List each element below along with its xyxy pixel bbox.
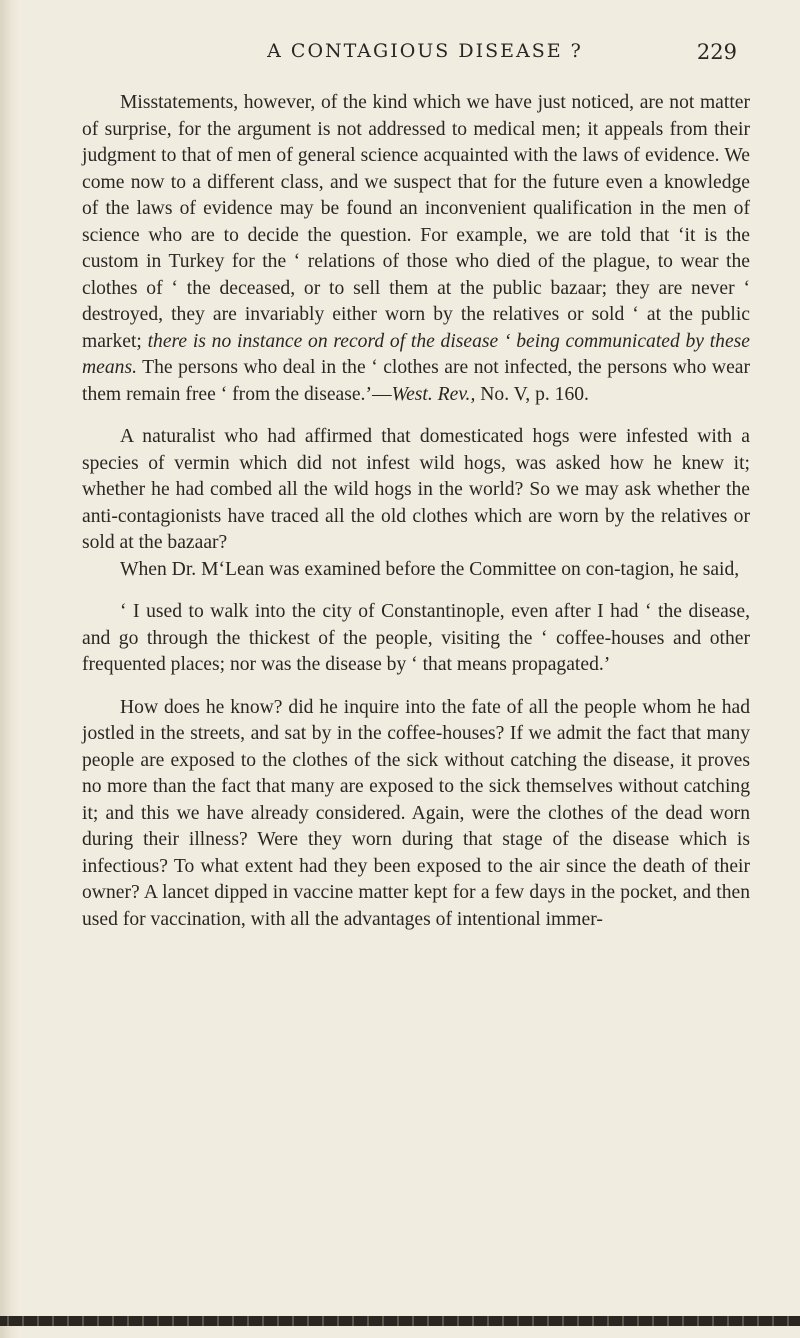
paragraph-misstatements	[82, 90, 750, 408]
paragraph-how-does-he-know: How does he know? did he inquire into the fate of all the people whom he had jostled in the streets, and sat by in the coffee-houses? If we admit the fact that many people are exposed to the clothes of the sick without catching the disease, it proves no more than the fact that many are exposed to the sick themselves without catching it; and this we have already considered. Again, were the clothes of the dead worn during their illness? Were they worn during that stage of the disease which is infectious? To what extent had they been exposed to the air since the death of their owner? A lancet dipped in vaccine matter kept for a few days in the pocket, and then used for vaccination, with all the advantages of intentional immer-	[82, 696, 750, 930]
page-number: 229	[696, 40, 737, 64]
citation-reference: No. V, p. 160.	[475, 383, 589, 405]
paragraph-misstatements-text: Misstatements, however, of the kind which we have just noticed, are not matter of surprise, for the argument is not addressed to medical men; it appeals from their judgment to that of men of general science acquainted with the laws of evidence. We come now to a different class, and we suspect that for the future even a knowledge of the laws of evidence may be found an inconvenient qualification in the men of science who are to decide the question. For example, we are told that ‘it is the custom in Turkey for the ‘ relations of those who died of the plague, to wear the clothes of ‘ the deceased, or to sell them at the public bazaar; they are never ‘ destroyed, they are invariably either worn by the relatives or sold ‘ at the public market;	[82, 92, 750, 352]
page-binding-shadow	[0, 0, 20, 1338]
page-header	[113, 40, 737, 68]
paragraph-misstatements-tail: The persons who deal in the ‘ clothes are not infected, the persons who wear them remain free ‘ from the disease.’—	[82, 357, 750, 405]
paragraph-mclean: When Dr. M‘Lean was examined before the Committee on con-tagion, he said,	[120, 558, 740, 580]
citation-source: West. Rev.,	[391, 383, 476, 405]
italic-emphasis: there is no instance on record of the disease ‘ being communicated by these means.	[82, 330, 750, 378]
running-title: A CONTAGIOUS DISEASE ?	[267, 40, 583, 62]
paragraph-naturalist: A naturalist who had affirmed that domesticated hogs were infested with a species of vermin which did not infest wild hogs, was asked how he knew it; whether he had combed all the wild hogs in the world? So we may ask whether the anti-contagionists have traced all the old clothes which are worn by the relatives or sold at the bazaar?	[82, 426, 750, 553]
block-quote: ‘ I used to walk into the city of Constantinople, even after I had ‘ the disease, and go through the thickest of the people, visiting the ‘ coffee-houses and other frequented places; nor was the disease by ‘ that means propagated.’	[82, 601, 750, 675]
body-text	[82, 90, 750, 933]
bottom-edge-rule	[0, 1316, 800, 1326]
